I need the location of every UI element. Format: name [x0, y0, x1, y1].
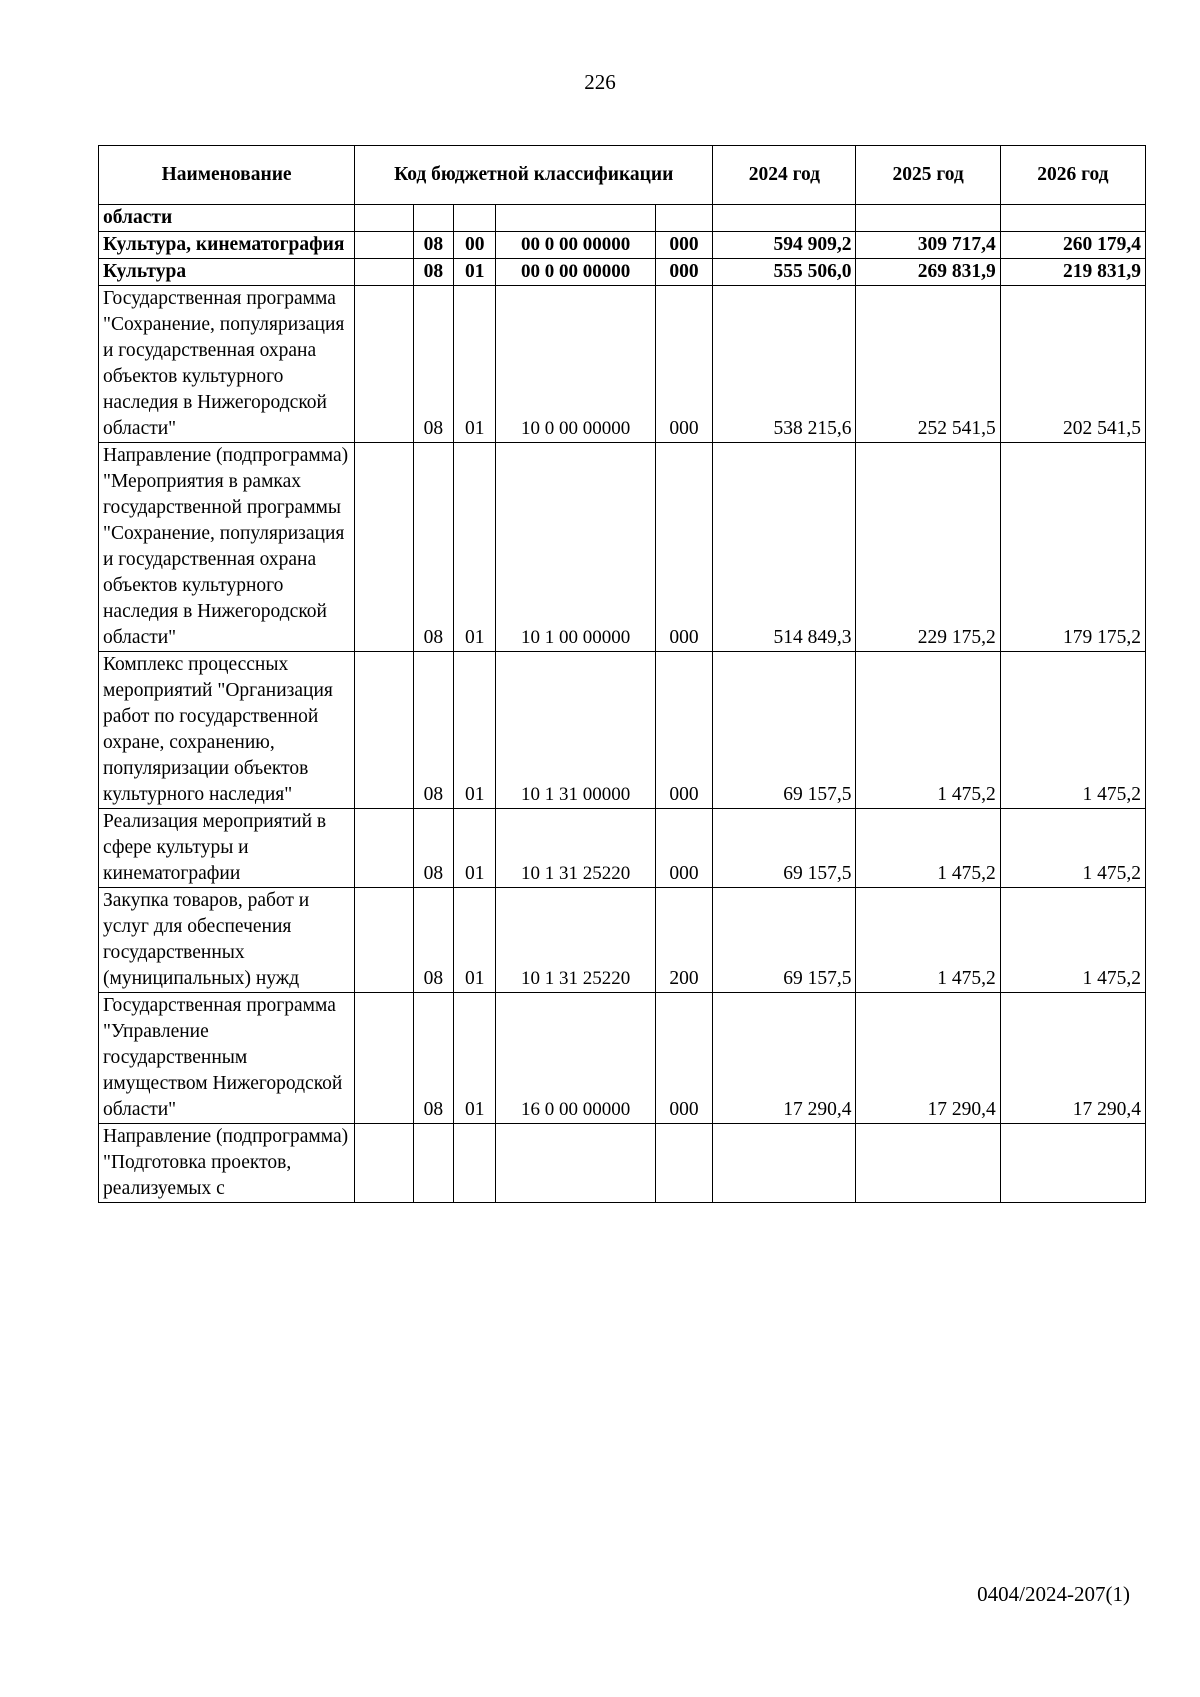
header-name: Наименование [99, 146, 355, 205]
table-row [99, 259, 1146, 286]
row-csr: 10 1 31 25220 [496, 888, 655, 993]
row-2024: 538 215,6 [713, 286, 856, 443]
row-vr [655, 205, 713, 232]
row-2024: 69 157,5 [713, 652, 856, 809]
row-2024: 594 909,2 [713, 232, 856, 259]
row-vr [655, 1124, 713, 1203]
row-2026: 219 831,9 [1000, 259, 1145, 286]
row-podrazdel: 01 [454, 809, 496, 888]
row-grbs [355, 1124, 414, 1203]
row-2024: 17 290,4 [713, 993, 856, 1124]
row-podrazdel: 00 [454, 232, 496, 259]
row-2024 [713, 205, 856, 232]
row-razdel [413, 1124, 453, 1203]
row-2026: 260 179,4 [1000, 232, 1145, 259]
table-header-row [99, 146, 1146, 205]
table-row [99, 205, 1146, 232]
row-csr: 16 0 00 00000 [496, 993, 655, 1124]
row-podrazdel: 01 [454, 888, 496, 993]
table-row [99, 809, 1146, 888]
row-razdel: 08 [413, 888, 453, 993]
row-grbs [355, 205, 414, 232]
row-csr: 10 1 31 00000 [496, 652, 655, 809]
row-razdel: 08 [413, 443, 453, 652]
row-name: Закупка товаров, работ и услуг для обеспечения государственных (муниципальных) нужд [99, 888, 355, 993]
row-razdel: 08 [413, 652, 453, 809]
row-name: Культура [99, 259, 355, 286]
row-podrazdel: 01 [454, 652, 496, 809]
row-2025: 309 717,4 [856, 232, 1000, 259]
table-row [99, 652, 1146, 809]
row-name: Государственная программа "Сохранение, популяризация и государственная охрана объектов культурного наследия в Нижегородской области" [99, 286, 355, 443]
row-2024: 514 849,3 [713, 443, 856, 652]
row-csr: 00 0 00 00000 [496, 259, 655, 286]
row-2024: 69 157,5 [713, 809, 856, 888]
row-vr: 000 [655, 443, 713, 652]
row-2024 [713, 1124, 856, 1203]
row-razdel: 08 [413, 809, 453, 888]
row-csr: 10 1 00 00000 [496, 443, 655, 652]
row-podrazdel [454, 1124, 496, 1203]
row-2025: 229 175,2 [856, 443, 1000, 652]
header-2024: 2024 год [713, 146, 856, 205]
row-razdel: 08 [413, 259, 453, 286]
row-name: Культура, кинематография [99, 232, 355, 259]
page-number: 226 [584, 70, 616, 94]
row-razdel [413, 205, 453, 232]
row-csr: 10 1 31 25220 [496, 809, 655, 888]
row-name: области [99, 205, 355, 232]
header-2025: 2025 год [856, 146, 1000, 205]
row-vr: 000 [655, 232, 713, 259]
row-razdel: 08 [413, 993, 453, 1124]
table-row [99, 1124, 1146, 1203]
row-vr: 000 [655, 286, 713, 443]
row-2025: 1 475,2 [856, 888, 1000, 993]
row-2026 [1000, 205, 1145, 232]
row-name: Направление (подпрограмма) "Подготовка проектов, реализуемых с [99, 1124, 355, 1203]
table-row [99, 232, 1146, 259]
row-2025 [856, 1124, 1000, 1203]
row-2025: 17 290,4 [856, 993, 1000, 1124]
row-2026: 1 475,2 [1000, 652, 1145, 809]
row-2025: 269 831,9 [856, 259, 1000, 286]
row-2026: 179 175,2 [1000, 443, 1145, 652]
row-name: Комплекс процессных мероприятий "Организация работ по государственной охране, сохранению, популяризации объектов культурного наследия" [99, 652, 355, 809]
row-csr: 10 0 00 00000 [496, 286, 655, 443]
row-razdel: 08 [413, 232, 453, 259]
row-2026: 1 475,2 [1000, 888, 1145, 993]
row-grbs [355, 232, 414, 259]
row-podrazdel: 01 [454, 993, 496, 1124]
table-row [99, 993, 1146, 1124]
row-podrazdel [454, 205, 496, 232]
row-2025 [856, 205, 1000, 232]
row-podrazdel: 01 [454, 286, 496, 443]
table-row [99, 443, 1146, 652]
row-2026 [1000, 1124, 1145, 1203]
row-2025: 1 475,2 [856, 809, 1000, 888]
row-2025: 1 475,2 [856, 652, 1000, 809]
row-razdel: 08 [413, 286, 453, 443]
row-grbs [355, 443, 414, 652]
row-2025: 252 541,5 [856, 286, 1000, 443]
row-csr: 00 0 00 00000 [496, 232, 655, 259]
row-grbs [355, 259, 414, 286]
table-row [99, 286, 1146, 443]
row-grbs [355, 286, 414, 443]
row-2026: 202 541,5 [1000, 286, 1145, 443]
budget-table [98, 145, 1146, 1203]
table-row [99, 888, 1146, 993]
row-vr: 200 [655, 888, 713, 993]
row-grbs [355, 993, 414, 1124]
row-csr [496, 1124, 655, 1203]
row-grbs [355, 652, 414, 809]
row-vr: 000 [655, 993, 713, 1124]
row-2026: 1 475,2 [1000, 809, 1145, 888]
header-2026: 2026 год [1000, 146, 1145, 205]
row-grbs [355, 809, 414, 888]
row-name: Государственная программа "Управление государственным имуществом Нижегородской области" [99, 993, 355, 1124]
row-2026: 17 290,4 [1000, 993, 1145, 1124]
row-podrazdel: 01 [454, 443, 496, 652]
row-grbs [355, 888, 414, 993]
row-podrazdel: 01 [454, 259, 496, 286]
row-name: Направление (подпрограмма) "Мероприятия в рамках государственной программы "Сохранение, популяризация и государственная охрана объектов культурного наследия в Нижегородской области" [99, 443, 355, 652]
row-vr: 000 [655, 809, 713, 888]
row-vr: 000 [655, 652, 713, 809]
row-csr [496, 205, 655, 232]
row-2024: 555 506,0 [713, 259, 856, 286]
document-code: 0404/2024-207(1) [977, 1582, 1130, 1606]
row-name: Реализация мероприятий в сфере культуры и кинематографии [99, 809, 355, 888]
header-code: Код бюджетной классификации [355, 146, 713, 205]
row-vr: 000 [655, 259, 713, 286]
row-2024: 69 157,5 [713, 888, 856, 993]
